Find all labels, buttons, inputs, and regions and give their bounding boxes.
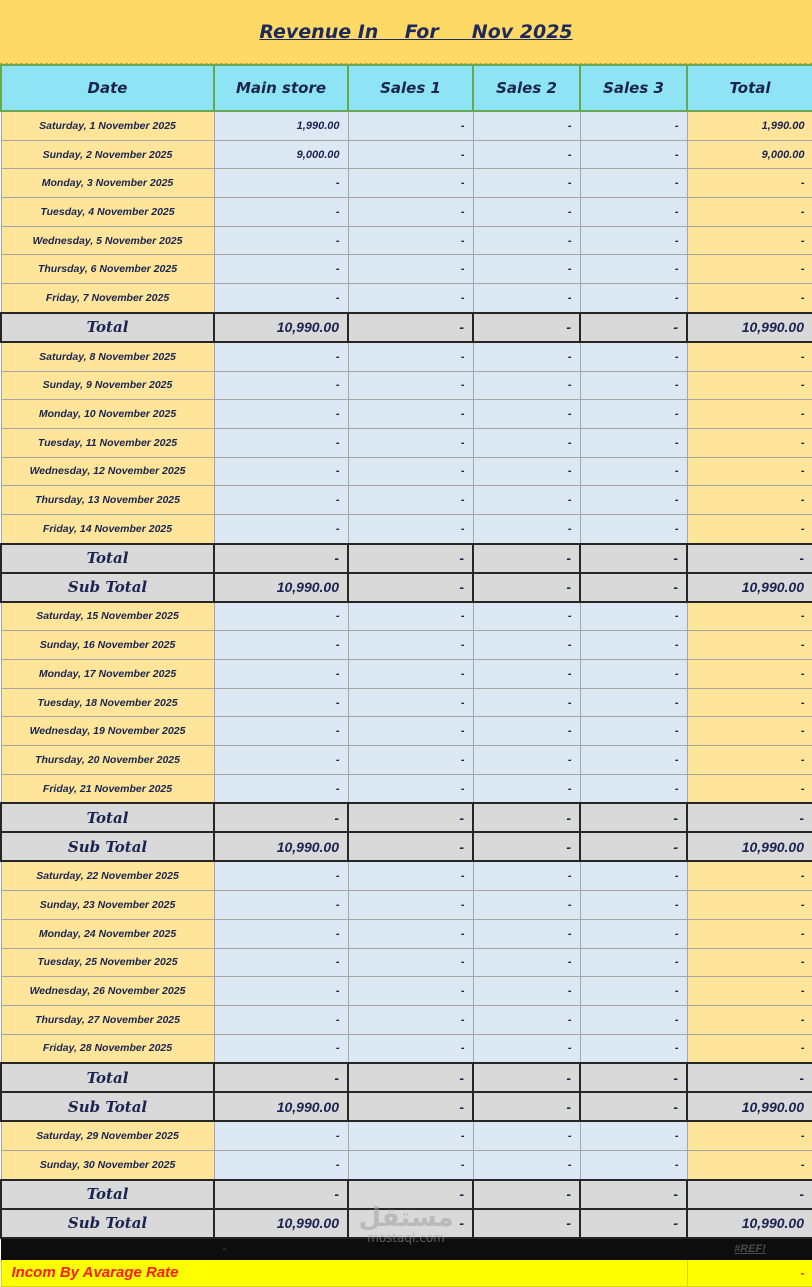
- sales-1-cell[interactable]: -: [348, 371, 473, 400]
- date-cell[interactable]: Sunday, 16 November 2025: [1, 631, 214, 660]
- main-store-cell[interactable]: 10,990.00: [214, 313, 348, 342]
- table-row: [1, 226, 812, 255]
- main-store-cell[interactable]: -: [214, 803, 348, 832]
- main-store-cell[interactable]: -: [214, 428, 348, 457]
- date-cell[interactable]: Wednesday, 5 November 2025: [1, 226, 214, 255]
- sales-1-cell[interactable]: -: [348, 198, 473, 227]
- date-cell[interactable]: Friday, 28 November 2025: [1, 1034, 214, 1063]
- sales-1-cell[interactable]: -: [348, 1063, 473, 1092]
- main-store-cell[interactable]: -: [214, 861, 348, 890]
- main-store-cell[interactable]: -: [214, 774, 348, 803]
- table-row: [1, 255, 812, 284]
- sales-1-cell[interactable]: -: [348, 891, 473, 920]
- main-store-cell[interactable]: -: [214, 891, 348, 920]
- total-cell[interactable]: -: [687, 803, 812, 832]
- sales-1-cell[interactable]: -: [348, 1121, 473, 1150]
- date-cell[interactable]: Thursday, 20 November 2025: [1, 746, 214, 775]
- total-cell[interactable]: -: [687, 342, 812, 371]
- main-store-cell[interactable]: -: [214, 660, 348, 689]
- total-cell[interactable]: -: [687, 371, 812, 400]
- sales-2-cell[interactable]: -: [473, 486, 580, 515]
- total-cell[interactable]: -: [687, 284, 812, 313]
- main-store-cell[interactable]: -: [214, 1150, 348, 1179]
- header-sales-3[interactable]: Sales 3: [580, 65, 687, 111]
- sales-1-cell[interactable]: -: [348, 1180, 473, 1209]
- sales-3-cell[interactable]: -: [580, 573, 687, 602]
- date-cell[interactable]: Monday, 17 November 2025: [1, 660, 214, 689]
- watermark-latin: mostaql.com: [367, 1231, 445, 1245]
- row-label-cell[interactable]: Total: [1, 1063, 214, 1092]
- main-store-cell[interactable]: 1,990.00: [214, 111, 348, 140]
- total-cell[interactable]: -: [687, 1150, 812, 1179]
- sales-1-cell[interactable]: -: [348, 746, 473, 775]
- sales-2-cell[interactable]: -: [473, 1180, 580, 1209]
- total-cell[interactable]: -: [687, 1005, 812, 1034]
- sales-2-cell[interactable]: -: [473, 948, 580, 977]
- weekly-total-row: [1, 1063, 812, 1092]
- sales-3-cell[interactable]: -: [580, 919, 687, 948]
- sales-2-cell[interactable]: -: [473, 1034, 580, 1063]
- header-date[interactable]: Date: [1, 65, 214, 111]
- main-store-cell[interactable]: -: [214, 544, 348, 573]
- table-row: [1, 660, 812, 689]
- main-store-cell[interactable]: -: [214, 919, 348, 948]
- black-footer-cell[interactable]: [1, 1238, 214, 1260]
- sales-3-cell[interactable]: -: [580, 660, 687, 689]
- table-row: [1, 891, 812, 920]
- main-store-cell[interactable]: -: [214, 1180, 348, 1209]
- table-row: [1, 428, 812, 457]
- total-cell[interactable]: -: [687, 774, 812, 803]
- sales-1-cell[interactable]: -: [348, 313, 473, 342]
- sales-1-cell[interactable]: -: [348, 774, 473, 803]
- sales-2-cell[interactable]: -: [473, 342, 580, 371]
- main-store-cell[interactable]: -: [214, 457, 348, 486]
- sales-3-cell[interactable]: -: [580, 948, 687, 977]
- date-cell[interactable]: Saturday, 15 November 2025: [1, 602, 214, 631]
- total-cell[interactable]: -: [687, 1121, 812, 1150]
- total-cell[interactable]: -: [687, 255, 812, 284]
- table-row: [1, 514, 812, 543]
- sales-3-cell[interactable]: -: [580, 284, 687, 313]
- sales-3-cell[interactable]: -: [580, 400, 687, 429]
- date-cell[interactable]: Tuesday, 18 November 2025: [1, 688, 214, 717]
- total-cell[interactable]: -: [687, 948, 812, 977]
- sales-1-cell[interactable]: -: [348, 284, 473, 313]
- table-row: [1, 1005, 812, 1034]
- page-title: Revenue In For Nov 2025: [259, 20, 573, 43]
- table-row: [1, 717, 812, 746]
- header-sales-2[interactable]: Sales 2: [473, 65, 580, 111]
- sales-2-cell[interactable]: -: [473, 111, 580, 140]
- table-row: [1, 948, 812, 977]
- date-cell[interactable]: Saturday, 22 November 2025: [1, 861, 214, 890]
- sales-2-cell[interactable]: -: [473, 1209, 580, 1238]
- table-row: [1, 631, 812, 660]
- main-store-cell[interactable]: -: [214, 198, 348, 227]
- income-rate-label[interactable]: Incom By Avarage Rate: [1, 1259, 687, 1286]
- table-row: [1, 198, 812, 227]
- sales-2-cell[interactable]: -: [473, 400, 580, 429]
- total-cell[interactable]: -: [687, 919, 812, 948]
- sales-3-cell[interactable]: -: [580, 1092, 687, 1121]
- table-row: [1, 746, 812, 775]
- sales-3-cell[interactable]: -: [580, 803, 687, 832]
- sales-3-cell[interactable]: -: [580, 226, 687, 255]
- sales-3-cell[interactable]: -: [580, 198, 687, 227]
- ref-error-cell[interactable]: #REF!: [687, 1238, 812, 1260]
- table-row: [1, 457, 812, 486]
- table-row: [1, 111, 812, 140]
- sales-3-cell[interactable]: -: [580, 1063, 687, 1092]
- header-main-store[interactable]: Main store: [214, 65, 348, 111]
- main-store-cell[interactable]: -: [214, 602, 348, 631]
- date-cell[interactable]: Sunday, 2 November 2025: [1, 140, 214, 169]
- sales-2-cell[interactable]: -: [473, 631, 580, 660]
- sales-1-cell[interactable]: -: [348, 1034, 473, 1063]
- title-bar: [0, 0, 812, 64]
- table-row: [1, 688, 812, 717]
- main-store-cell[interactable]: -: [214, 948, 348, 977]
- sales-1-cell[interactable]: -: [348, 803, 473, 832]
- total-cell[interactable]: -: [687, 977, 812, 1006]
- sales-1-cell[interactable]: -: [348, 457, 473, 486]
- sales-2-cell[interactable]: -: [473, 861, 580, 890]
- sales-1-cell[interactable]: -: [348, 428, 473, 457]
- date-cell[interactable]: Saturday, 1 November 2025: [1, 111, 214, 140]
- sales-2-cell[interactable]: -: [473, 457, 580, 486]
- table-row: [1, 602, 812, 631]
- row-label-cell[interactable]: Sub Total: [1, 1092, 214, 1121]
- income-rate-value[interactable]: -: [687, 1259, 812, 1286]
- sales-1-cell[interactable]: -: [348, 1150, 473, 1179]
- sales-1-cell[interactable]: -: [348, 1092, 473, 1121]
- sales-1-cell[interactable]: -: [348, 660, 473, 689]
- revenue-table: [0, 64, 812, 1287]
- table-row: [1, 400, 812, 429]
- subtotal-row: [1, 1092, 812, 1121]
- main-store-cell[interactable]: -: [214, 977, 348, 1006]
- sales-1-cell[interactable]: -: [348, 861, 473, 890]
- main-store-cell[interactable]: -: [214, 688, 348, 717]
- total-cell[interactable]: -: [687, 660, 812, 689]
- sales-2-cell[interactable]: -: [473, 1150, 580, 1179]
- total-cell[interactable]: 1,990.00: [687, 111, 812, 140]
- sales-3-cell[interactable]: -: [580, 688, 687, 717]
- row-label-cell[interactable]: Total: [1, 313, 214, 342]
- sales-1-cell[interactable]: -: [348, 486, 473, 515]
- sales-2-cell[interactable]: -: [473, 255, 580, 284]
- sales-2-cell[interactable]: -: [473, 891, 580, 920]
- main-store-cell[interactable]: -: [214, 717, 348, 746]
- row-label-cell[interactable]: Total: [1, 803, 214, 832]
- row-label-cell[interactable]: Sub Total: [1, 832, 214, 861]
- date-cell[interactable]: Tuesday, 25 November 2025: [1, 948, 214, 977]
- sales-1-cell[interactable]: -: [348, 832, 473, 861]
- weekly-total-row: [1, 313, 812, 342]
- sales-3-cell[interactable]: -: [580, 428, 687, 457]
- sales-2-cell[interactable]: -: [473, 198, 580, 227]
- main-store-cell[interactable]: -: [214, 1034, 348, 1063]
- header-sales-1[interactable]: Sales 1: [348, 65, 473, 111]
- total-cell[interactable]: 10,990.00: [687, 1092, 812, 1121]
- sales-1-cell[interactable]: -: [348, 544, 473, 573]
- sales-2-cell[interactable]: -: [473, 284, 580, 313]
- black-footer-marker[interactable]: -: [214, 1238, 348, 1260]
- sales-2-cell[interactable]: -: [473, 428, 580, 457]
- sales-1-cell[interactable]: -: [348, 514, 473, 543]
- sales-1-cell[interactable]: -: [348, 717, 473, 746]
- sales-1-cell[interactable]: -: [348, 919, 473, 948]
- sales-1-cell[interactable]: -: [348, 948, 473, 977]
- sales-3-cell[interactable]: -: [580, 1034, 687, 1063]
- sales-3-cell[interactable]: -: [580, 486, 687, 515]
- row-label-cell[interactable]: Sub Total: [1, 573, 214, 602]
- sales-2-cell[interactable]: -: [473, 313, 580, 342]
- row-label-cell[interactable]: Sub Total: [1, 1209, 214, 1238]
- date-cell[interactable]: Saturday, 8 November 2025: [1, 342, 214, 371]
- sales-1-cell[interactable]: -: [348, 169, 473, 198]
- sales-3-cell[interactable]: -: [580, 861, 687, 890]
- sales-2-cell[interactable]: -: [473, 140, 580, 169]
- sales-3-cell[interactable]: -: [580, 371, 687, 400]
- subtotal-row: [1, 573, 812, 602]
- date-cell[interactable]: Monday, 3 November 2025: [1, 169, 214, 198]
- table-row: [1, 1034, 812, 1063]
- sales-3-cell[interactable]: -: [580, 774, 687, 803]
- black-footer-cell[interactable]: [473, 1238, 580, 1260]
- watermark-arabic: مستقل: [358, 1203, 454, 1233]
- total-cell[interactable]: -: [687, 631, 812, 660]
- date-cell[interactable]: Friday, 14 November 2025: [1, 514, 214, 543]
- main-store-cell[interactable]: -: [214, 371, 348, 400]
- total-cell[interactable]: 10,990.00: [687, 1209, 812, 1238]
- total-cell[interactable]: -: [687, 486, 812, 515]
- sales-2-cell[interactable]: -: [473, 774, 580, 803]
- sales-1-cell[interactable]: -: [348, 342, 473, 371]
- table-row: [1, 1121, 812, 1150]
- sales-2-cell[interactable]: -: [473, 1092, 580, 1121]
- sales-3-cell[interactable]: -: [580, 169, 687, 198]
- black-footer-cell[interactable]: [348, 1238, 473, 1260]
- subtotal-row: [1, 1209, 812, 1238]
- date-cell[interactable]: Monday, 10 November 2025: [1, 400, 214, 429]
- table-row: [1, 140, 812, 169]
- total-cell[interactable]: -: [687, 226, 812, 255]
- date-cell[interactable]: Sunday, 9 November 2025: [1, 371, 214, 400]
- main-store-cell[interactable]: 10,990.00: [214, 832, 348, 861]
- sales-3-cell[interactable]: -: [580, 717, 687, 746]
- total-cell[interactable]: -: [687, 891, 812, 920]
- sales-3-cell[interactable]: -: [580, 631, 687, 660]
- sales-2-cell[interactable]: -: [473, 544, 580, 573]
- sales-2-cell[interactable]: -: [473, 371, 580, 400]
- total-cell[interactable]: -: [687, 602, 812, 631]
- total-cell[interactable]: -: [687, 1034, 812, 1063]
- date-cell[interactable]: Wednesday, 12 November 2025: [1, 457, 214, 486]
- main-store-cell[interactable]: 10,990.00: [214, 1209, 348, 1238]
- date-cell[interactable]: Wednesday, 19 November 2025: [1, 717, 214, 746]
- sales-1-cell[interactable]: -: [348, 1005, 473, 1034]
- date-cell[interactable]: Friday, 7 November 2025: [1, 284, 214, 313]
- date-cell[interactable]: Thursday, 6 November 2025: [1, 255, 214, 284]
- sales-3-cell[interactable]: -: [580, 1180, 687, 1209]
- weekly-total-row: [1, 803, 812, 832]
- sales-2-cell[interactable]: -: [473, 1063, 580, 1092]
- sales-2-cell[interactable]: -: [473, 803, 580, 832]
- table-row: [1, 284, 812, 313]
- table-row: [1, 371, 812, 400]
- sales-1-cell[interactable]: -: [348, 977, 473, 1006]
- sales-3-cell[interactable]: -: [580, 602, 687, 631]
- row-label-cell[interactable]: Total: [1, 1180, 214, 1209]
- sales-1-cell[interactable]: -: [348, 631, 473, 660]
- main-store-cell[interactable]: 9,000.00: [214, 140, 348, 169]
- date-cell[interactable]: Monday, 24 November 2025: [1, 919, 214, 948]
- total-cell[interactable]: -: [687, 1063, 812, 1092]
- sales-2-cell[interactable]: -: [473, 169, 580, 198]
- row-label-cell[interactable]: Total: [1, 544, 214, 573]
- date-cell[interactable]: Tuesday, 11 November 2025: [1, 428, 214, 457]
- sales-2-cell[interactable]: -: [473, 514, 580, 543]
- sales-3-cell[interactable]: -: [580, 891, 687, 920]
- total-cell[interactable]: -: [687, 400, 812, 429]
- table-row: [1, 919, 812, 948]
- sales-3-cell[interactable]: -: [580, 746, 687, 775]
- total-cell[interactable]: -: [687, 861, 812, 890]
- sales-3-cell[interactable]: -: [580, 1150, 687, 1179]
- main-store-cell[interactable]: 10,990.00: [214, 573, 348, 602]
- black-footer-cell[interactable]: [580, 1238, 687, 1260]
- sales-3-cell[interactable]: -: [580, 111, 687, 140]
- income-rate-row: [1, 1259, 812, 1286]
- total-cell[interactable]: -: [687, 746, 812, 775]
- date-cell[interactable]: Thursday, 13 November 2025: [1, 486, 214, 515]
- table-row: [1, 774, 812, 803]
- main-store-cell[interactable]: 10,990.00: [214, 1092, 348, 1121]
- date-cell[interactable]: Thursday, 27 November 2025: [1, 1005, 214, 1034]
- sales-3-cell[interactable]: -: [580, 255, 687, 284]
- sales-3-cell[interactable]: -: [580, 1005, 687, 1034]
- main-store-cell[interactable]: -: [214, 342, 348, 371]
- sales-2-cell[interactable]: -: [473, 977, 580, 1006]
- table-row: [1, 342, 812, 371]
- sales-2-cell[interactable]: -: [473, 746, 580, 775]
- sales-3-cell[interactable]: -: [580, 977, 687, 1006]
- sales-2-cell[interactable]: -: [473, 919, 580, 948]
- date-cell[interactable]: Saturday, 29 November 2025: [1, 1121, 214, 1150]
- total-cell[interactable]: 9,000.00: [687, 140, 812, 169]
- total-cell[interactable]: 10,990.00: [687, 573, 812, 602]
- sales-2-cell[interactable]: -: [473, 602, 580, 631]
- main-store-cell[interactable]: -: [214, 226, 348, 255]
- date-cell[interactable]: Friday, 21 November 2025: [1, 774, 214, 803]
- weekly-total-row: [1, 1180, 812, 1209]
- sales-2-cell[interactable]: -: [473, 717, 580, 746]
- date-cell[interactable]: Sunday, 23 November 2025: [1, 891, 214, 920]
- sales-2-cell[interactable]: -: [473, 688, 580, 717]
- main-store-cell[interactable]: -: [214, 631, 348, 660]
- sales-1-cell[interactable]: -: [348, 400, 473, 429]
- sales-3-cell[interactable]: -: [580, 1121, 687, 1150]
- main-store-cell[interactable]: -: [214, 1121, 348, 1150]
- sales-2-cell[interactable]: -: [473, 660, 580, 689]
- sales-1-cell[interactable]: -: [348, 602, 473, 631]
- table-row: [1, 1150, 812, 1179]
- table-row: [1, 977, 812, 1006]
- sales-2-cell[interactable]: -: [473, 226, 580, 255]
- sales-2-cell[interactable]: -: [473, 1121, 580, 1150]
- sales-3-cell[interactable]: -: [580, 832, 687, 861]
- total-cell[interactable]: -: [687, 198, 812, 227]
- date-cell[interactable]: Wednesday, 26 November 2025: [1, 977, 214, 1006]
- sales-3-cell[interactable]: -: [580, 1209, 687, 1238]
- date-cell[interactable]: Sunday, 30 November 2025: [1, 1150, 214, 1179]
- black-footer-row: [1, 1238, 812, 1260]
- sales-3-cell[interactable]: -: [580, 313, 687, 342]
- main-store-cell[interactable]: -: [214, 400, 348, 429]
- sales-2-cell[interactable]: -: [473, 832, 580, 861]
- sales-1-cell[interactable]: -: [348, 688, 473, 717]
- total-cell[interactable]: -: [687, 428, 812, 457]
- sales-1-cell[interactable]: -: [348, 573, 473, 602]
- sales-3-cell[interactable]: -: [580, 514, 687, 543]
- table-row: [1, 169, 812, 198]
- total-cell[interactable]: -: [687, 544, 812, 573]
- weekly-total-row: [1, 544, 812, 573]
- date-cell[interactable]: Tuesday, 4 November 2025: [1, 198, 214, 227]
- sales-3-cell[interactable]: -: [580, 342, 687, 371]
- header-row: [1, 65, 812, 111]
- main-store-cell[interactable]: -: [214, 486, 348, 515]
- total-cell[interactable]: -: [687, 1180, 812, 1209]
- sales-1-cell[interactable]: -: [348, 226, 473, 255]
- sales-3-cell[interactable]: -: [580, 457, 687, 486]
- sales-2-cell[interactable]: -: [473, 1005, 580, 1034]
- total-cell[interactable]: 10,990.00: [687, 832, 812, 861]
- main-store-cell[interactable]: -: [214, 746, 348, 775]
- main-store-cell[interactable]: -: [214, 255, 348, 284]
- main-store-cell[interactable]: -: [214, 169, 348, 198]
- total-cell[interactable]: -: [687, 457, 812, 486]
- table-row: [1, 486, 812, 515]
- sales-2-cell[interactable]: -: [473, 573, 580, 602]
- main-store-cell[interactable]: -: [214, 514, 348, 543]
- total-cell[interactable]: -: [687, 514, 812, 543]
- total-cell[interactable]: -: [687, 717, 812, 746]
- sales-1-cell[interactable]: -: [348, 255, 473, 284]
- header-total[interactable]: Total: [687, 65, 812, 111]
- main-store-cell[interactable]: -: [214, 1063, 348, 1092]
- total-cell[interactable]: -: [687, 688, 812, 717]
- sales-3-cell[interactable]: -: [580, 140, 687, 169]
- main-store-cell[interactable]: -: [214, 1005, 348, 1034]
- total-cell[interactable]: -: [687, 169, 812, 198]
- main-store-cell[interactable]: -: [214, 284, 348, 313]
- total-cell[interactable]: 10,990.00: [687, 313, 812, 342]
- table-row: [1, 861, 812, 890]
- sales-1-cell[interactable]: -: [348, 111, 473, 140]
- subtotal-row: [1, 832, 812, 861]
- sales-3-cell[interactable]: -: [580, 544, 687, 573]
- sales-1-cell[interactable]: -: [348, 1209, 473, 1238]
- sales-1-cell[interactable]: -: [348, 140, 473, 169]
